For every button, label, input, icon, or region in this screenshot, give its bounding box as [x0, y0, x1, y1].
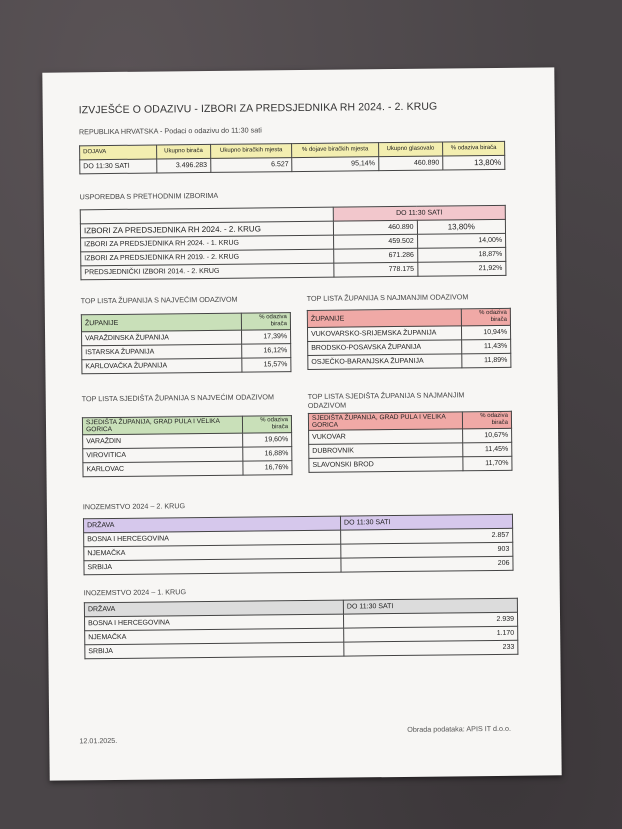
- comparison-votes: 778.175: [334, 262, 418, 277]
- seat-pct: 16,88%: [243, 447, 292, 462]
- column-header: ŽUPANIJE: [307, 309, 461, 328]
- comparison-title: USPOREDBA S PRETHODNIM IZBORIMA: [79, 190, 219, 202]
- comparison-table: [80, 205, 507, 280]
- summary-header: Ukupno glasovalo: [378, 142, 442, 157]
- seat-pct: 10,67%: [463, 428, 512, 443]
- seat-name: KARLOVAC: [83, 461, 243, 477]
- county-name: KARLOVAČKA ŽUPANIJA: [82, 358, 242, 374]
- comparison-pct: 14,00%: [417, 233, 506, 248]
- county-pct: 15,57%: [242, 358, 291, 373]
- county-pct: 11,43%: [462, 339, 511, 354]
- report-subtitle: REPUBLIKA HRVATSKA - Podaci o odazivu do 11:30 sati: [78, 125, 262, 137]
- country-value: 903: [341, 542, 513, 558]
- country-name: SRBIJA: [85, 642, 344, 659]
- summary-header: Ukupno biračkih mjesta: [210, 144, 292, 159]
- column-header: DRŽAVA: [83, 516, 340, 533]
- table-row: [309, 456, 512, 472]
- country-name: BOSNA I HERCEGOVINA: [85, 614, 344, 631]
- summary-cell: 460.890: [378, 156, 442, 171]
- abroad-2-title: INOZEMSTVO 2024 – 2. KRUG: [82, 501, 186, 512]
- summary-table: [79, 141, 505, 174]
- column-header: % odaziva birača: [462, 411, 511, 429]
- county-pct: 17,39%: [242, 330, 291, 345]
- top-counties-high-table: [81, 312, 292, 374]
- column-header: DRŽAVA: [84, 600, 343, 617]
- comparison-pct: 13,80%: [417, 219, 506, 234]
- abroad-2-table: [83, 514, 514, 575]
- column-header: % odaziva birača: [461, 308, 510, 326]
- comparison-votes: 671.286: [334, 248, 418, 263]
- summary-header: % dojave biračkih mjesta: [292, 143, 378, 158]
- comparison-votes: 460.890: [333, 220, 417, 235]
- table-row: [83, 461, 292, 477]
- top-seats-high-title: TOP LISTA SJEDIŠTA ŽUPANIJA S NAJVEĆIM ODAZIVOM: [81, 392, 275, 404]
- county-name: VARAŽDINSKA ŽUPANIJA: [82, 330, 242, 346]
- seat-name: DUBROVNIK: [309, 443, 463, 459]
- comparison-name: IZBORI ZA PREDSJEDNIKA RH 2019. - 2. KRUG: [81, 249, 334, 266]
- report-page: [42, 67, 561, 780]
- seat-pct: 19,60%: [243, 433, 292, 448]
- country-name: NJEMAČKA: [85, 628, 344, 645]
- country-name: NJEMAČKA: [84, 544, 341, 561]
- comparison-name: IZBORI ZA PREDSJEDNIKA RH 2024. - 1. KRUG: [81, 235, 334, 252]
- seat-pct: 16,76%: [243, 461, 292, 476]
- column-header: DO 11:30 SATI: [343, 598, 517, 614]
- seat-name: VARAŽDIN: [83, 433, 243, 449]
- country-value: 1.170: [344, 626, 518, 642]
- seat-name: VUKOVAR: [309, 429, 463, 445]
- summary-turnout: 13,80%: [443, 155, 505, 170]
- country-value: 2.939: [343, 612, 517, 628]
- seat-pct: 11,45%: [463, 442, 512, 457]
- county-name: ISTARSKA ŽUPANIJA: [82, 344, 242, 360]
- county-pct: 16,12%: [242, 344, 291, 359]
- abroad-1-title: INOZEMSTVO 2024 – 1. KRUG: [83, 587, 187, 598]
- country-value: 2.857: [341, 528, 513, 544]
- comparison-name: IZBORI ZA PREDSJEDNIKA RH 2024. - 2. KRUG: [80, 221, 333, 238]
- table-row: [82, 358, 291, 374]
- summary-header: % odaziva birača: [443, 141, 505, 156]
- top-seats-low-table: [308, 411, 513, 473]
- comparison-pct: 21,92%: [417, 261, 506, 276]
- county-name: BRODSKO-POSAVSKA ŽUPANIJA: [308, 340, 462, 356]
- top-counties-high-title: TOP LISTA ŽUPANIJA S NAJVEĆIM ODAZIVOM: [80, 294, 238, 306]
- seat-name: VIROVITICA: [83, 447, 243, 463]
- comparison-pct: 18,87%: [417, 247, 506, 262]
- report-title: IZVJEŠĆE O ODAZIVU - IZBORI ZA PREDSJEDNIKA RH 2024. - 2. KRUG: [78, 100, 438, 117]
- seat-pct: 11,70%: [463, 456, 512, 471]
- column-header: % odaziva birača: [241, 313, 290, 331]
- processed-by: Obrada podataka: APIS IT d.o.o.: [407, 723, 512, 734]
- country-value: 233: [344, 640, 518, 656]
- seat-name: SLAVONSKI BROD: [309, 457, 463, 473]
- summary-cell: 6.527: [210, 158, 292, 173]
- summary-header: DOJAVA: [80, 145, 157, 160]
- county-pct: 10,94%: [461, 325, 510, 340]
- country-value: 206: [341, 556, 513, 572]
- abroad-1-table: [84, 598, 519, 660]
- summary-cell: DO 11:30 SATI: [80, 159, 157, 174]
- table-row: [308, 353, 511, 369]
- comparison-votes: 459.502: [334, 234, 418, 249]
- column-header: SJEDIŠTA ŽUPANIJA, GRAD PULA I VELIKA GORICA: [82, 416, 242, 435]
- top-seats-high-table: [82, 415, 293, 477]
- comparison-header: DO 11:30 SATI: [333, 205, 505, 221]
- top-seats-low-title: TOP LISTA SJEDIŠTA ŽUPANIJA S NAJMANJIM ODAZIVOM: [307, 390, 465, 410]
- summary-header: Ukupno birača: [157, 144, 211, 159]
- column-header: SJEDIŠTA ŽUPANIJA, GRAD PULA I VELIKA GORICA: [308, 412, 462, 431]
- column-header: ŽUPANIJE: [81, 313, 241, 332]
- top-counties-low-title: TOP LISTA ŽUPANIJA S NAJMANJIM ODAZIVOM: [306, 292, 469, 303]
- summary-cell: 3.496.283: [157, 158, 211, 173]
- county-name: VUKOVARSKO-SRIJEMSKA ŽUPANIJA: [307, 326, 461, 342]
- column-header: DO 11:30 SATI: [340, 514, 512, 530]
- county-pct: 11,89%: [462, 353, 511, 368]
- column-header: % odaziva birača: [242, 416, 291, 434]
- summary-cell: 95,14%: [292, 157, 378, 172]
- country-name: SRBIJA: [84, 558, 341, 575]
- top-counties-low-table: [307, 308, 512, 370]
- country-name: BOSNA I HERCEGOVINA: [84, 530, 341, 547]
- report-date: 12.01.2025.: [79, 735, 118, 746]
- county-name: OSJEČKO-BARANJSKA ŽUPANIJA: [308, 354, 462, 370]
- comparison-name: PREDSJEDNIČKI IZBORI 2014. - 2. KRUG: [81, 263, 334, 280]
